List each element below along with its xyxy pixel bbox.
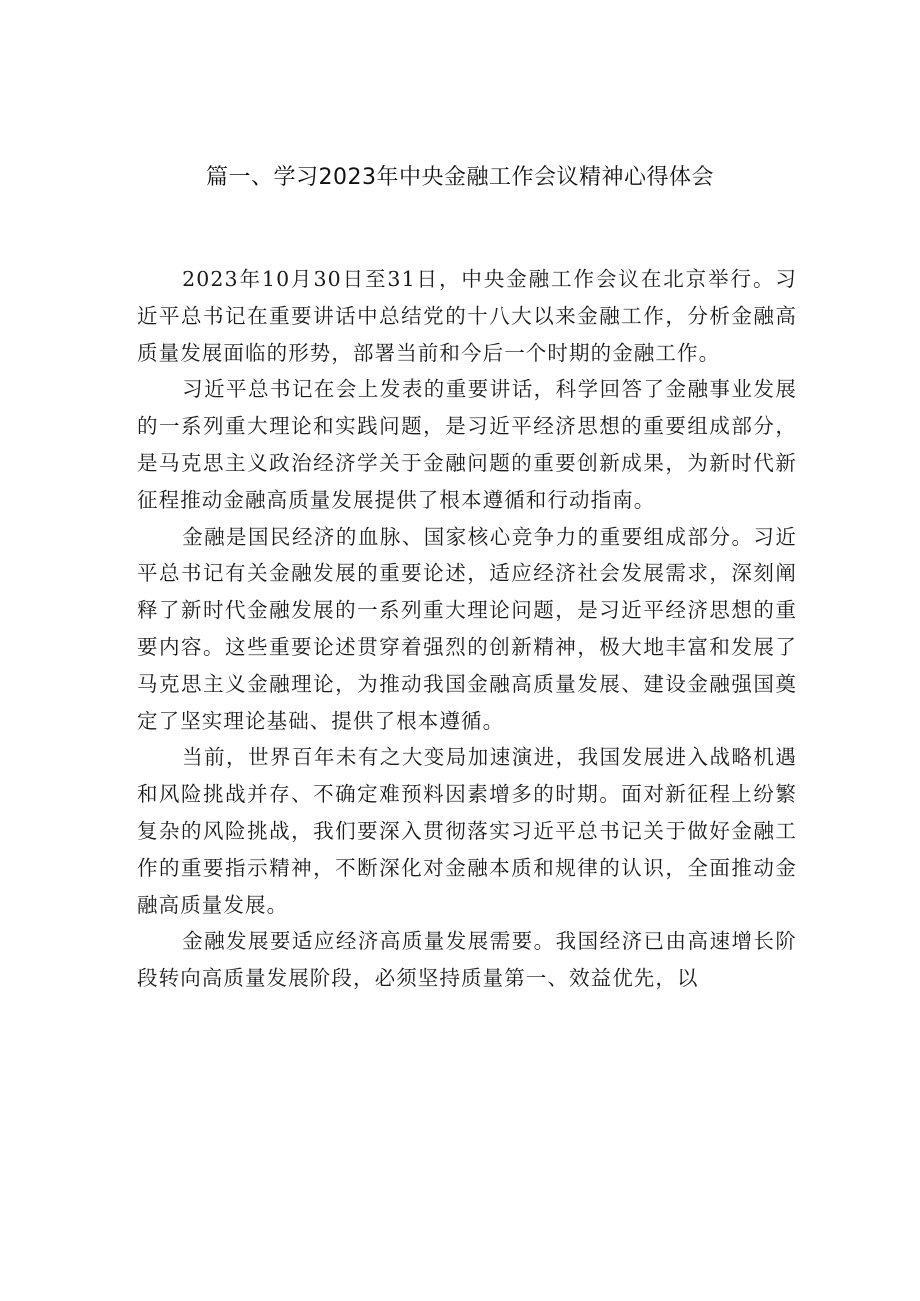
paragraph-3: 金融是国民经济的血脉、国家核心竞争力的重要组成部分。习近平总书记有关金融发展的重要论述，适应经济社会发展需求，深刻阐释了新时代金融发展的一系列重大理论问题，是习近平经济思想的重要内容。这些重要论述贯穿着强烈的创新精神，极大地丰富和发展了马克思主义金融理论，为推动我国金融高质量发展、建设金融强国奠定了坚实理论基础、提供了根本遵循。 bbox=[137, 524, 797, 733]
document-body bbox=[137, 261, 797, 997]
document-title: 篇一、学习2023年中央金融工作会议精神心得体会 bbox=[206, 165, 714, 190]
paragraph-1: 2023年10月30日至31日，中央金融工作会议在北京举行。习近平总书记在重要讲话中总结党的十八大以来金融工作，分析金融高质量发展面临的形势，部署当前和今后一个时期的金融工作。 bbox=[137, 267, 797, 365]
paragraph-4: 当前，世界百年未有之大变局加速演进，我国发展进入战略机遇和风险挑战并存、不确定难预料因素增多的时期。面对新征程上纷繁复杂的风险挑战，我们要深入贯彻落实习近平总书记关于做好金融工作的重要指示精神，不断深化对金融本质和规律的认识，全面推动金融高质量发展。 bbox=[137, 745, 797, 917]
paragraph-2: 习近平总书记在会上发表的重要讲话，科学回答了金融事业发展的一系列重大理论和实践问题，是习近平经济思想的重要组成部分，是马克思主义政治经济学关于金融问题的重要创新成果，为新时代新征程推动金融高质量发展提供了根本遵循和行动指南。 bbox=[137, 377, 797, 512]
paragraph-5: 金融发展要适应经济高质量发展需要。我国经济已由高速增长阶段转向高质量发展阶段，必须坚持质量第一、效益优先，以 bbox=[137, 929, 797, 991]
